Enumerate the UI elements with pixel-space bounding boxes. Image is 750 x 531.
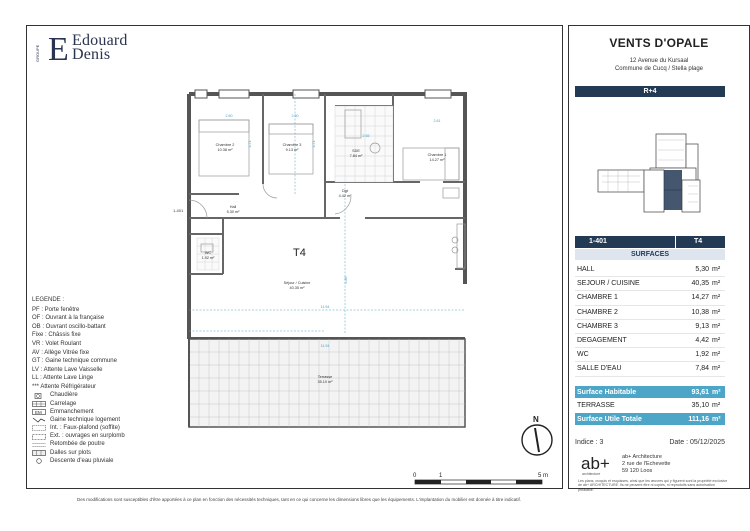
legend-abbr-9: *** Attente Réfrigérateur [32,383,97,390]
architect-logo [580,454,616,476]
svg-text:3.71: 3.71 [248,140,252,148]
legend-symbol-tile: Carrelage [32,400,160,408]
exterior-walls [189,94,465,339]
room-surfaces-table [575,263,725,377]
slab-icon [32,450,46,456]
legend-symbol-drain: Descente d'eau pluviale [32,457,160,465]
scale-bar [410,471,555,496]
unit-label: T4 [293,247,306,259]
legend-abbr-1: OF : Ouvrant à la française [32,315,105,322]
svg-text:ab+: ab+ [581,454,610,473]
brand-logo [36,30,128,66]
room-area-chambre-2: 10.38 m² [217,148,233,152]
revision-index: Indice : 3 [575,439,604,446]
interior-walls [189,94,465,274]
architect-address: ab+ Architecture 2 rue de l'Echevette 59 120 Loos [622,454,671,474]
room-area-sejour: 40.35 m² [289,286,305,290]
legend-abbr-6: GT : Gaine technique commune [32,358,117,365]
room-area-terrasse: 35.10 m² [317,380,333,384]
svg-text:2.61: 2.61 [433,119,441,123]
footnote: Des modifications sont susceptibles d'être apportées à ce plan en fonction des nécessités techniques, tant en ce qui concerne les dimensions libres que les équipements. L'implantation du mobilier est donnée à titre indicatif. [77,497,521,502]
room-name-dgt: Dgt [342,189,348,193]
legend-symbol-beam: Retombée de poutre [32,441,160,449]
svg-text:2.50: 2.50 [291,114,299,118]
legend-abbr-8: LL : Attente Lave Linge [32,375,94,382]
svg-text:architecture: architecture [582,472,601,476]
revision-line [575,439,725,446]
legend-symbol-ceiling: Int. : Faux-plafond (soffite) [32,424,160,432]
svg-text:1: 1 [439,473,443,479]
floor-plan [175,84,485,430]
legend-symbol-overhang: Ext. : ouvrages en surplomb [32,432,160,440]
svg-text:N: N [533,415,539,424]
boiler-icon [32,393,46,399]
north-compass [517,414,557,465]
room-area-sde: 7.84 m² [349,154,363,158]
table-row: SEJOUR / CUISINE 40,35 m² [575,277,725,291]
table-row: DEGAGEMENT 4,42 m² [575,334,725,348]
legend-abbr-0: PF : Porte fenêtre [32,306,80,313]
table-row: HALL 5,30 m² [575,263,725,277]
room-area-wc: 1.92 m² [201,256,215,260]
legend-symbol-slab: Dalles sur plots [32,449,160,457]
legend-abbr-4: VR : Volet Roulant [32,340,82,347]
key-plan [578,120,723,230]
room-area-chambre-1: 14.27 m² [429,158,445,162]
room-area-hall: 5.30 m² [226,210,240,214]
project-address [568,57,750,73]
abplus-logo-icon [580,454,616,476]
dimension-labels [226,114,441,348]
legend-abbr-2: OB : Ouvrant oscillo-battant [32,323,106,330]
room-name-sejour: Séjour / Cuisine [283,281,311,285]
room-name-chambre-3: Chambre 3 [282,143,302,147]
table-row: CHAMBRE 2 10,38 m² [575,306,725,320]
brand-wordmark [72,34,128,62]
lot-bar [575,236,725,248]
room-name-wc: WC [204,251,212,255]
embed-icon [32,409,46,415]
svg-text:2.65: 2.65 [362,134,370,138]
highlighted-lot [664,170,682,210]
svg-text:11.94: 11.94 [320,305,330,309]
door-label: 1-401 [173,208,184,213]
legend-symbol-duct: Gaine technique logement [32,416,160,424]
surface-totale-row: Surface Utile Totale 111,16 m² [575,413,725,425]
svg-text:2.60: 2.60 [225,114,233,118]
svg-text:11.94: 11.94 [320,344,330,348]
ceiling-icon [32,425,46,431]
brand-line-1: Edouard [72,32,128,49]
legend-symbol-embed: EM Emmanchement [32,408,160,416]
brand-line-2: Denis [72,46,111,63]
table-row: CHAMBRE 3 9,13 m² [575,320,725,334]
surfaces-header: SURFACES [575,249,725,260]
lot-number: 1-401 [589,238,607,245]
brand-badge [35,30,69,68]
architect-block [580,454,725,476]
dimension-lines [189,94,465,334]
svg-text:E: E [48,31,69,68]
drain-icon [32,458,46,464]
furniture [189,110,465,268]
svg-text:3.71: 3.71 [312,140,316,148]
brand-monogram-icon [35,30,69,68]
room-area-chambre-3: 9.13 m² [285,148,299,152]
room-area-dgt: 4.42 m² [338,194,352,198]
legend-abbr-7: LV : Attente Lave Vaisselle [32,366,103,373]
svg-text:EM: EM [35,410,42,415]
room-name-terrasse: Terrasse [317,375,333,379]
overhang-icon [32,434,46,440]
svg-text:GROUPE: GROUPE [35,44,40,62]
room-name-chambre-2: Chambre 2 [215,143,235,147]
room-name-hall: Hall [229,205,237,209]
revision-date: Date : 05/12/2025 [669,439,725,446]
legend-abbr-5: AV : Allège Vitrée fixe [32,349,90,356]
terrasse-row: TERRASSE 35,10 m² [577,402,721,409]
surface-habitable-row: Surface Habitable 93,61 m² [575,386,725,398]
room-name-sde: SDE [352,149,360,153]
tile-icon [32,401,46,407]
table-row: WC 1,92 m² [575,348,725,362]
address-line-1: 12 Avenue du Kursaal [629,58,689,64]
duct-icon [32,417,46,423]
room-name-chambre-1: Chambre 1 [427,153,447,157]
legend-title: LEGENDE : [32,297,65,303]
svg-text:5 m: 5 m [538,473,549,479]
address-line-2: Commune de Cucq / Stella plage [614,66,704,72]
lot-type: T4 [675,236,725,248]
level-bar: R+4 [575,86,725,97]
legend-abbr-3: Fixe : Châssis fixe [32,332,81,339]
beam-icon [32,442,46,448]
legend [32,296,160,465]
project-title: VENTS D'OPALE [609,36,709,50]
table-row: SALLE D'EAU 7,84 m² [575,362,725,376]
svg-text:6.86: 6.86 [344,276,348,284]
svg-text:0: 0 [413,473,417,479]
legend-symbol-boiler: Chaudière [32,392,160,400]
copyright-disclaimer: Les plans, croquis et esquisses, ainsi que les œuvres qui y figurent sont la propriété exclusive de ab+ ARCHITECTURE. Ils ne peuvent être ni copiés, ni reproduits sans autorisation préalable. [578,479,728,492]
table-row: CHAMBRE 1 14,27 m² [575,291,725,305]
north-arrow-icon [517,414,557,460]
